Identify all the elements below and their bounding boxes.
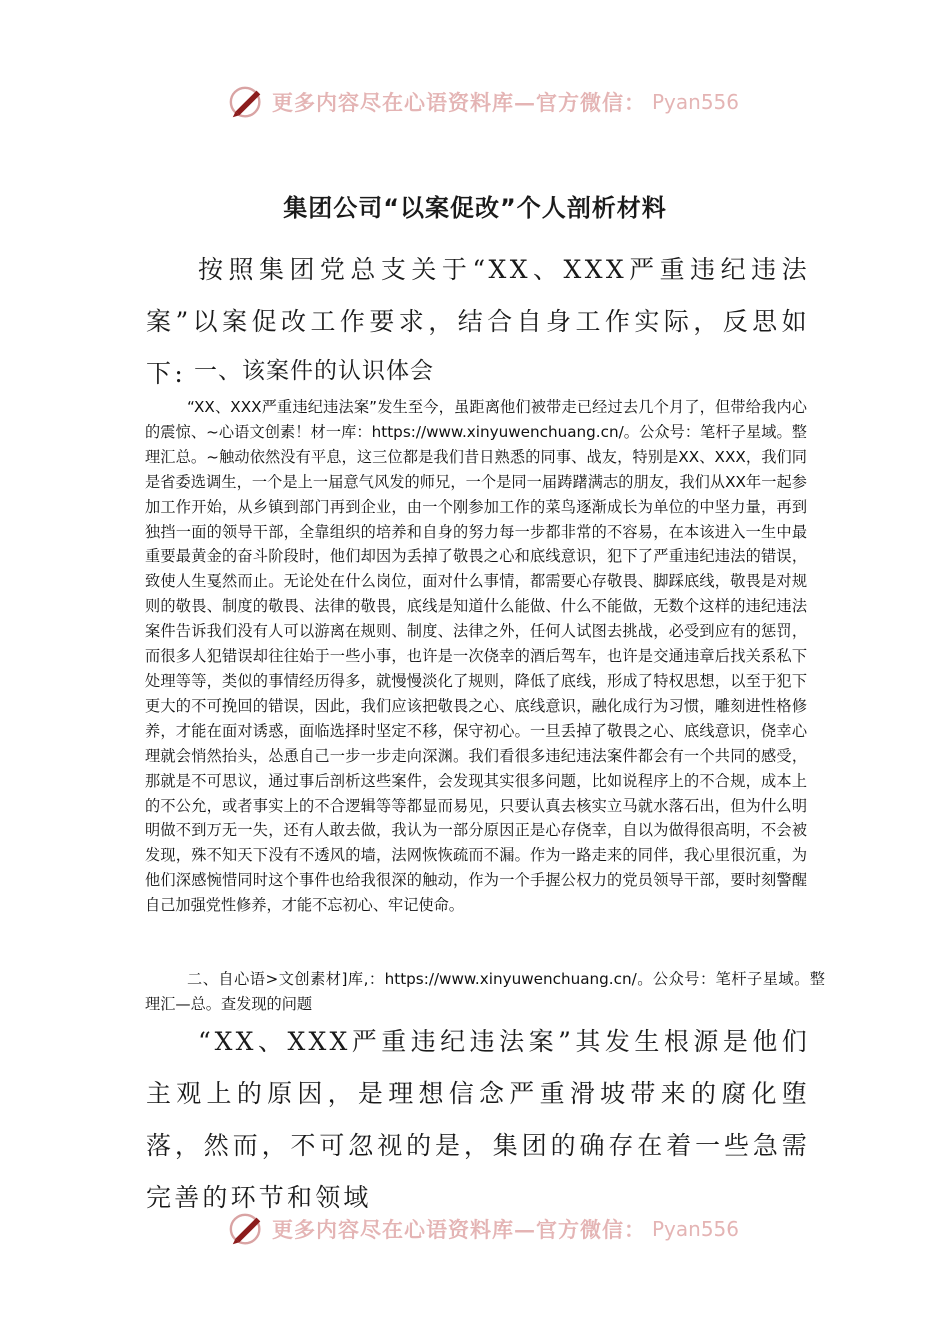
footer-banner — [228, 1209, 739, 1249]
banner-text: 更多内容尽在心语资料库—官方微信： — [272, 90, 646, 115]
document-title: 集团公司“以案促改”个人剖析材料 — [283, 194, 667, 223]
pen-logo-icon — [228, 1210, 266, 1248]
intro-paragraph: 按照集团党总支关于“XX、XXX严重违纪违法案”以案促改工作要求，结合自身工作实际，反思如下: — [146, 255, 810, 388]
banner-text: 更多内容尽在心语资料库—官方微信： — [272, 1217, 646, 1242]
header-banner — [228, 82, 739, 122]
section-1-heading: 一、该案件的认识体会 — [194, 358, 434, 384]
banner-handle: Pyan556 — [652, 1217, 740, 1241]
pen-logo-icon — [228, 83, 266, 121]
section-1-body: “XX、XXX严重违纪违法案”发生至今，虽距离他们被带走已经过去几个月了，但带给我内心的震惊、~心语文创素！材一库：https://www.xinyuwenchuang.cn/。公众号：笔杆子星域。整理汇总。~触动依然没有平息，这三位都是我们昔日熟悉的同事、战友，特别是XX、XXX，我们同是省委选调生，一个是上一届意气风发的师兄，一个是同一届踌躇满志的朋友，我们从XX年一起参加工作开始，从乡镇到部门再到企业，由一个刚参加工作的菜鸟逐渐成长为单位的中坚力量，再到独挡一面的领导干部，全靠组织的培养和自身的努力每一步都非常的不容易，在本该进入一生中最重要最黄金的奋斗阶段时，他们却因为丢掉了敬畏之心和底线意识，犯下了严重违纪违法的错误，致使人生戛然而止。无论处在什么岗位，面对什么事情，都需要心存敬畏、脚踩底线，敬畏是对规则的敬畏、制度的敬畏、法律的敬畏，底线是知道什么能做、什么不能做，无数个这样的违纪违法案件告诉我们没有人可以游离在规则、制度、法律之外，任何人试图去挑战，必受到应有的惩罚，而很多人犯错误却往往始于一些小事，也许是一次侥幸的酒后驾车，也许是交通违章后找关系私下处理等等，类似的事情经历得多，就慢慢淡化了规则，降低了底线，形成了特权思想，以至于犯下更大的不可挽回的错误，因此，我们应该把敬畏之心、底线意识，融化成行为习惯，雕刻进性格修养，才能在面对诱惑，面临选择时坚定不移，保守初心。一旦丢掉了敬畏之心、底线意识，侥幸心理就会悄然抬头，怂恿自己一步一步走向深渊。我们看很多违纪违法案件都会有一个共同的感受，那就是不可思议，通过事后剖析这些案件，会发现其实很多问题，比如说程序上的不合规，成本上的不公允，或者事实上的不合逻辑等等都显而易见，只要认真去核实立马就水落石出，但为什么明明做不到万无一失，还有人敢去做，我认为一部分原因正是心存侥幸，自以为做得很高明，不会被发现，殊不知天下没有不透风的墙，法网恢恢疏而不漏。作为一路走来的同伴，我心里很沉重，为他们深感惋惜同时这个事件也给我很深的触动，作为一个手握公权力的党员领导干部，要时刻警醒自己加强党性修养，才能不忘初心、牢记使命。 — [145, 398, 807, 915]
section-2-line: 二、自心语>文创素材]库,：https://www.xinyuwenchuang.cn/。公众号：笔杆子星域。整理汇—总。查发现的问题 — [145, 970, 825, 1013]
section-2-body: “XX、XXX严重违纪违法案”其发生根源是他们主观上的原因，是理想信念严重滑坡带来的腐化堕落，然而，不可忽视的是，集团的确存在着一些急需完善的环节和领域 — [146, 1027, 810, 1212]
banner-handle: Pyan556 — [652, 90, 740, 114]
